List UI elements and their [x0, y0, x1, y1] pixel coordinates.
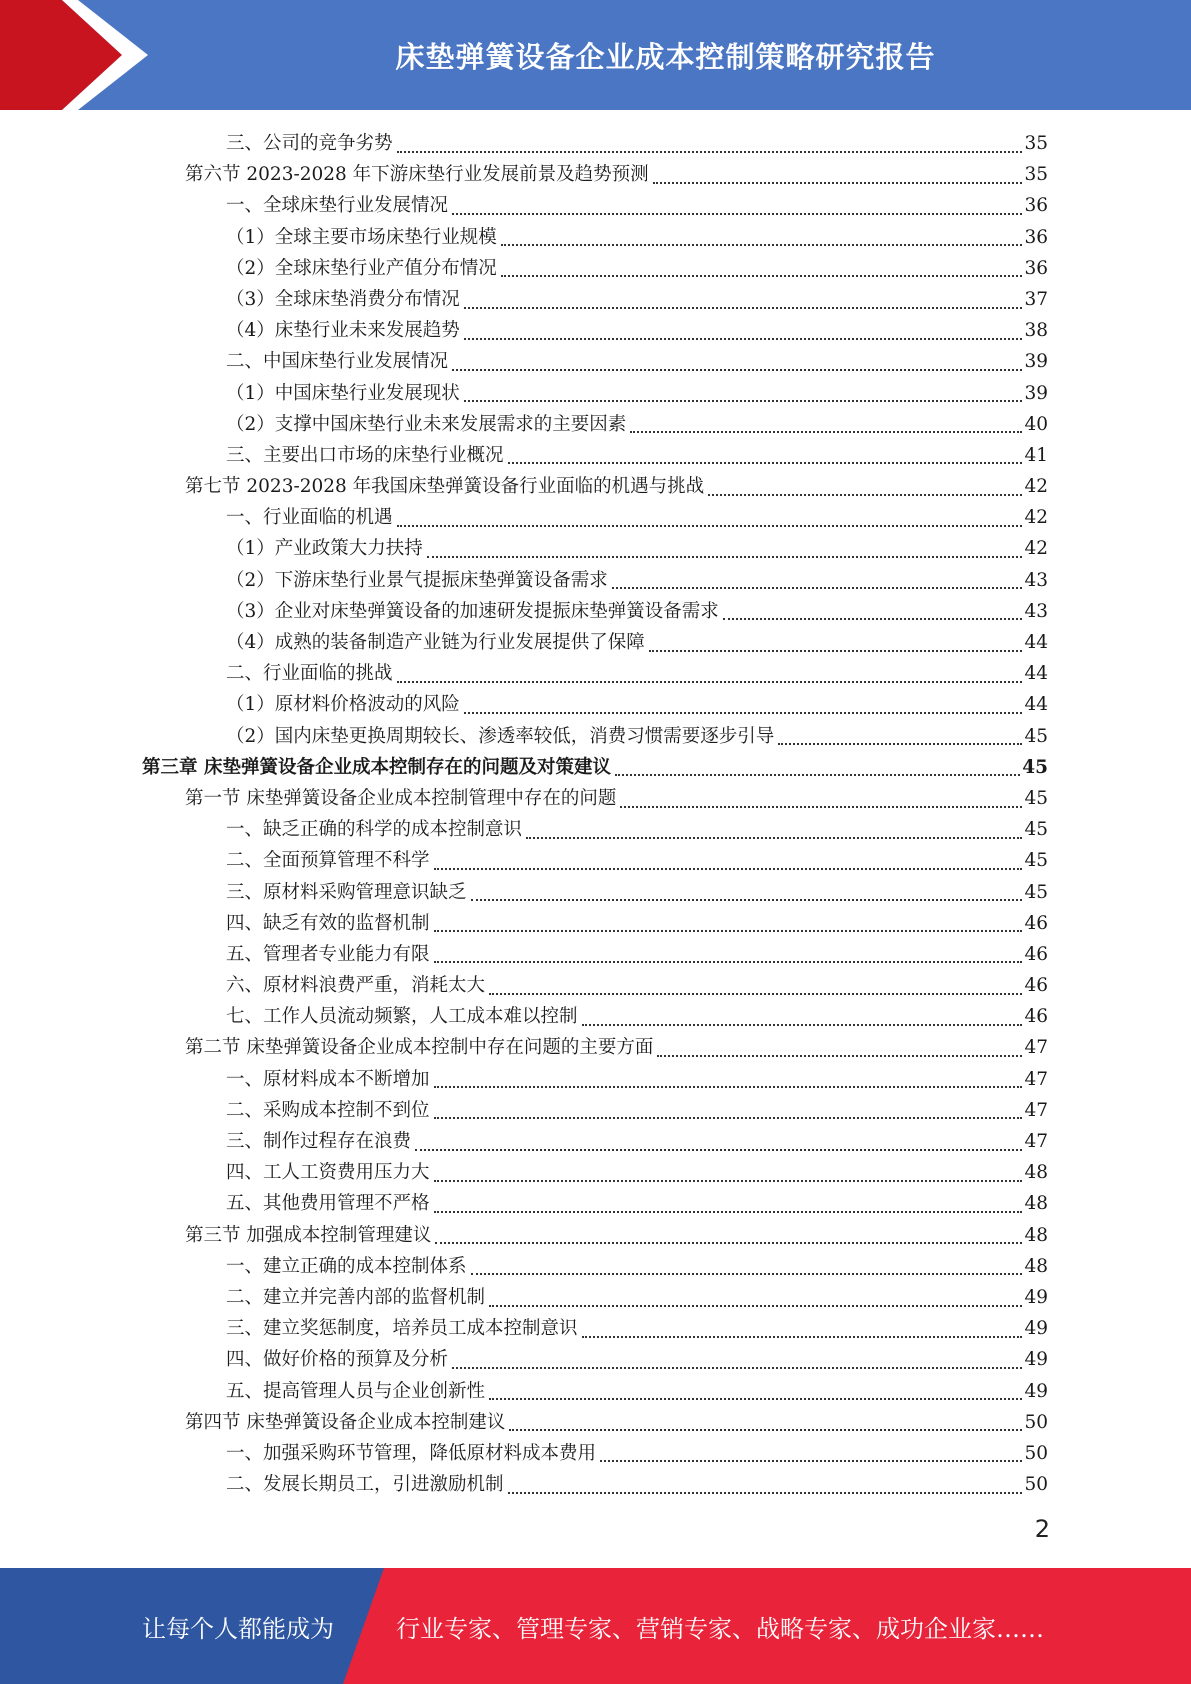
toc-entry[interactable]	[142, 409, 1048, 440]
toc-dot-leader	[501, 244, 1023, 246]
toc-dot-leader	[464, 338, 1023, 340]
toc-entry-page: 46	[1024, 912, 1048, 934]
toc-entry-page: 42	[1024, 507, 1048, 529]
toc-entry-page: 45	[1024, 787, 1048, 809]
toc-entry-page: 42	[1024, 538, 1048, 560]
toc-dot-leader	[434, 868, 1023, 870]
toc-entry[interactable]	[142, 939, 1048, 970]
arrow-logo-icon	[0, 0, 160, 110]
toc-entry-title: 三、公司的竞争劣势	[226, 133, 393, 154]
toc-entry[interactable]	[142, 440, 1048, 471]
toc-entry-page: 47	[1024, 1099, 1048, 1121]
toc-entry[interactable]	[142, 627, 1048, 658]
toc-entry-page: 45	[1022, 756, 1048, 778]
footer-slogan-left: 让每个人都能成为	[142, 1614, 334, 1643]
toc-entry-page: 35	[1024, 133, 1048, 154]
toc-dot-leader	[435, 1242, 1022, 1244]
toc-entry-title: 三、建立奖惩制度，培养员工成本控制意识	[226, 1318, 578, 1340]
document-title: 床垫弹簧设备企业成本控制策略研究报告	[395, 39, 936, 74]
toc-entry-page: 49	[1024, 1286, 1048, 1308]
toc-entry[interactable]	[142, 596, 1048, 627]
toc-entry-title: 第一节 床垫弹簧设备企业成本控制管理中存在的问题	[185, 787, 617, 809]
toc-entry-title: 第二节 床垫弹簧设备企业成本控制中存在问题的主要方面	[185, 1037, 654, 1059]
toc-dot-leader	[452, 213, 1022, 215]
toc-dot-leader	[508, 462, 1023, 464]
toc-dot-leader	[397, 525, 1023, 527]
toc-entry-page: 43	[1024, 600, 1048, 622]
toc-entry-title: （1）全球主要市场床垫行业规模	[226, 226, 497, 248]
toc-dot-leader	[471, 899, 1023, 901]
toc-dot-leader	[471, 1273, 1023, 1275]
toc-entry-title: （3）全球床垫消费分布情况	[226, 288, 460, 310]
toc-entry-title: 四、工人工资费用压力大	[226, 1162, 430, 1184]
toc-entry[interactable]	[142, 1126, 1048, 1157]
toc-entry[interactable]	[142, 752, 1048, 783]
toc-dot-leader	[464, 400, 1023, 402]
toc-dot-leader	[508, 1492, 1023, 1494]
toc-dot-leader	[452, 369, 1022, 371]
toc-entry[interactable]	[142, 1251, 1048, 1282]
toc-entry-page: 45	[1024, 819, 1048, 841]
toc-dot-leader	[509, 1429, 1022, 1431]
toc-entry-page: 47	[1024, 1068, 1048, 1090]
toc-entry-page: 44	[1024, 694, 1048, 716]
toc-dot-leader	[434, 930, 1023, 932]
toc-dot-leader	[489, 1305, 1022, 1307]
toc-entry[interactable]	[142, 721, 1048, 752]
toc-dot-leader	[612, 587, 1023, 589]
toc-entry[interactable]	[142, 1282, 1048, 1313]
toc-dot-leader	[489, 993, 1022, 995]
toc-entry[interactable]	[142, 128, 1048, 159]
toc-dot-leader	[464, 307, 1023, 309]
toc-entry[interactable]	[142, 877, 1048, 908]
toc-entry-page: 46	[1024, 975, 1048, 997]
toc-entry[interactable]	[142, 845, 1048, 876]
toc-entry-title: 二、建立并完善内部的监督机制	[226, 1286, 486, 1308]
toc-entry-title: （1）产业政策大力扶持	[226, 538, 423, 560]
toc-entry[interactable]	[142, 658, 1048, 689]
toc-entry-title: 五、管理者专业能力有限	[226, 943, 430, 965]
toc-entry-title: 一、行业面临的机遇	[226, 507, 393, 529]
toc-dot-leader	[434, 1086, 1023, 1088]
page-number: 2	[1034, 1515, 1050, 1543]
toc-entry-title: 二、全面预算管理不科学	[226, 850, 430, 872]
toc-entry-page: 42	[1024, 476, 1048, 498]
toc-dot-leader	[620, 806, 1022, 808]
toc-entry-page: 37	[1024, 288, 1048, 310]
toc-dot-leader	[630, 431, 1022, 433]
toc-entry[interactable]	[142, 689, 1048, 720]
toc-dot-leader	[464, 712, 1023, 714]
toc-entry[interactable]	[142, 1032, 1048, 1063]
toc-entry-page: 50	[1024, 1474, 1048, 1496]
toc-entry[interactable]	[142, 970, 1048, 1001]
toc-dot-leader	[452, 1367, 1022, 1369]
toc-dot-leader	[615, 774, 1020, 776]
toc-entry-page: 50	[1024, 1442, 1048, 1464]
toc-entry[interactable]	[142, 783, 1048, 814]
toc-entry-title: 六、原材料浪费严重，消耗太大	[226, 975, 486, 997]
toc-entry-title: （3）企业对床垫弹簧设备的加速研发提振床垫弹簧设备需求	[226, 600, 719, 622]
toc-entry-page: 47	[1024, 1037, 1048, 1059]
toc-entry-title: （4）床垫行业未来发展趋势	[226, 320, 460, 342]
toc-entry-title: 一、缺乏正确的科学的成本控制意识	[226, 819, 523, 841]
toc-entry[interactable]	[142, 533, 1048, 564]
toc-entry[interactable]	[142, 1407, 1048, 1438]
toc-entry[interactable]	[142, 814, 1048, 845]
toc-entry[interactable]	[142, 284, 1048, 315]
toc-entry-title: 七、工作人员流动频繁，人工成本难以控制	[226, 1006, 578, 1028]
toc-dot-leader	[501, 275, 1023, 277]
toc-entry-page: 48	[1024, 1193, 1048, 1215]
toc-dot-leader	[397, 681, 1023, 683]
toc-entry-title: （4）成熟的装备制造产业链为行业发展提供了保障	[226, 632, 645, 653]
toc-entry-title: 三、主要出口市场的床垫行业概况	[226, 444, 504, 466]
toc-entry-page: 45	[1024, 850, 1048, 872]
toc-entry[interactable]	[142, 908, 1048, 939]
toc-entry[interactable]	[142, 1001, 1048, 1032]
toc-entry-title: 二、中国床垫行业发展情况	[226, 351, 449, 373]
toc-entry[interactable]	[142, 378, 1048, 409]
toc-entry[interactable]	[142, 1313, 1048, 1344]
toc-entry-title: 第三节 加强成本控制管理建议	[185, 1224, 432, 1246]
toc-entry[interactable]	[142, 159, 1048, 190]
toc-entry-page: 35	[1024, 164, 1048, 186]
toc-entry[interactable]	[142, 565, 1048, 596]
toc-dot-leader	[723, 618, 1023, 620]
toc-dot-leader	[649, 650, 1023, 652]
toc-dot-leader	[434, 1211, 1023, 1213]
footer-banner	[0, 1568, 1191, 1684]
toc-dot-leader	[582, 1336, 1023, 1338]
toc-entry-page: 41	[1024, 444, 1048, 466]
toc-entry-title: 五、其他费用管理不严格	[226, 1193, 430, 1215]
toc-entry-page: 45	[1024, 881, 1048, 903]
toc-entry-page: 36	[1024, 257, 1048, 279]
toc-entry[interactable]	[142, 1064, 1048, 1095]
toc-entry-title: （2）国内床垫更换周期较长、渗透率较低，消费习惯需要逐步引导	[226, 725, 775, 747]
toc-entry-title: 第四节 床垫弹簧设备企业成本控制建议	[185, 1411, 506, 1433]
toc-entry-page: 49	[1024, 1349, 1048, 1371]
toc-entry[interactable]	[142, 1157, 1048, 1188]
toc-entry[interactable]	[142, 315, 1048, 346]
toc-entry-title: （1）原材料价格波动的风险	[226, 694, 460, 716]
toc-dot-leader	[415, 1149, 1022, 1151]
toc-entry-page: 40	[1024, 413, 1048, 435]
toc-entry-page: 49	[1024, 1318, 1048, 1340]
toc-entry-page: 49	[1024, 1380, 1048, 1402]
toc-entry[interactable]	[142, 253, 1048, 284]
toc-entry-page: 39	[1024, 382, 1048, 404]
toc-dot-leader	[434, 961, 1023, 963]
toc-entry-page: 50	[1024, 1411, 1048, 1433]
toc-dot-leader	[600, 1460, 1022, 1462]
toc-entry-title: （2）支撑中国床垫行业未来发展需求的主要因素	[226, 413, 627, 435]
toc-dot-leader	[397, 151, 1023, 153]
toc-entry-title: 第六节 2023-2028 年下游床垫行业发展前景及趋势预测	[185, 164, 649, 186]
toc-dot-leader	[582, 1024, 1023, 1026]
toc-entry-title: （2）下游床垫行业景气提振床垫弹簧设备需求	[226, 569, 608, 591]
toc-entry-page: 48	[1024, 1255, 1048, 1277]
toc-entry-page: 45	[1024, 725, 1048, 747]
toc-dot-leader	[653, 182, 1023, 184]
toc-entry-page: 48	[1024, 1224, 1048, 1246]
toc-entry-title: 第七节 2023-2028 年我国床垫弹簧设备行业面临的机遇与挑战	[185, 476, 705, 498]
toc-entry-page: 46	[1024, 943, 1048, 965]
toc-dot-leader	[778, 743, 1022, 745]
toc-entry[interactable]	[142, 346, 1048, 377]
toc-entry-title: （2）全球床垫行业产值分布情况	[226, 257, 497, 279]
toc-entry-title: 一、原材料成本不断增加	[226, 1068, 430, 1090]
toc-entry-title: 一、建立正确的成本控制体系	[226, 1255, 467, 1277]
toc-entry-page: 36	[1024, 195, 1048, 217]
table-of-contents	[142, 128, 1048, 1500]
toc-entry-title: 二、采购成本控制不到位	[226, 1099, 430, 1121]
toc-entry-page: 39	[1024, 351, 1048, 373]
toc-dot-leader	[657, 1055, 1022, 1057]
toc-entry-title: 三、制作过程存在浪费	[226, 1131, 412, 1152]
toc-entry-title: 三、原材料采购管理意识缺乏	[226, 881, 467, 903]
toc-entry[interactable]	[142, 190, 1048, 221]
toc-entry-title: 二、行业面临的挑战	[226, 663, 393, 685]
toc-dot-leader	[434, 1117, 1023, 1119]
header-banner	[0, 0, 1191, 110]
toc-entry[interactable]	[142, 471, 1048, 502]
toc-entry[interactable]	[142, 222, 1048, 253]
toc-entry-page: 38	[1024, 320, 1048, 342]
toc-dot-leader	[434, 1180, 1023, 1182]
toc-entry-page: 44	[1024, 663, 1048, 685]
toc-entry-title: 第三章 床垫弹簧设备企业成本控制存在的问题及对策建议	[142, 756, 611, 778]
toc-entry-title: （1）中国床垫行业发展现状	[226, 382, 460, 404]
toc-dot-leader	[526, 837, 1022, 839]
toc-entry-title: 四、缺乏有效的监督机制	[226, 912, 430, 934]
toc-entry-page: 43	[1024, 569, 1048, 591]
toc-entry[interactable]	[142, 1376, 1048, 1407]
toc-entry-page: 48	[1024, 1162, 1048, 1184]
toc-entry[interactable]	[142, 1344, 1048, 1375]
toc-dot-leader	[489, 1398, 1022, 1400]
toc-entry[interactable]	[142, 1095, 1048, 1126]
toc-entry[interactable]	[142, 1188, 1048, 1219]
toc-entry-page: 46	[1024, 1006, 1048, 1028]
toc-entry-title: 一、加强采购环节管理，降低原材料成本费用	[226, 1442, 597, 1464]
toc-dot-leader	[708, 494, 1022, 496]
toc-entry-page: 47	[1024, 1131, 1048, 1152]
toc-entry[interactable]	[142, 1220, 1048, 1251]
toc-entry-title: 二、发展长期员工，引进激励机制	[226, 1474, 504, 1496]
footer-slogan-right: 行业专家、管理专家、营销专家、战略专家、成功企业家……	[396, 1614, 1044, 1643]
toc-entry[interactable]	[142, 1438, 1048, 1469]
toc-entry-page: 44	[1024, 632, 1048, 653]
toc-entry[interactable]	[142, 502, 1048, 533]
toc-dot-leader	[427, 556, 1023, 558]
toc-entry-title: 一、全球床垫行业发展情况	[226, 195, 449, 217]
toc-entry-title: 四、做好价格的预算及分析	[226, 1349, 449, 1371]
toc-entry-page: 36	[1024, 226, 1048, 248]
toc-entry[interactable]	[142, 1469, 1048, 1500]
toc-entry-title: 五、提高管理人员与企业创新性	[226, 1380, 486, 1402]
